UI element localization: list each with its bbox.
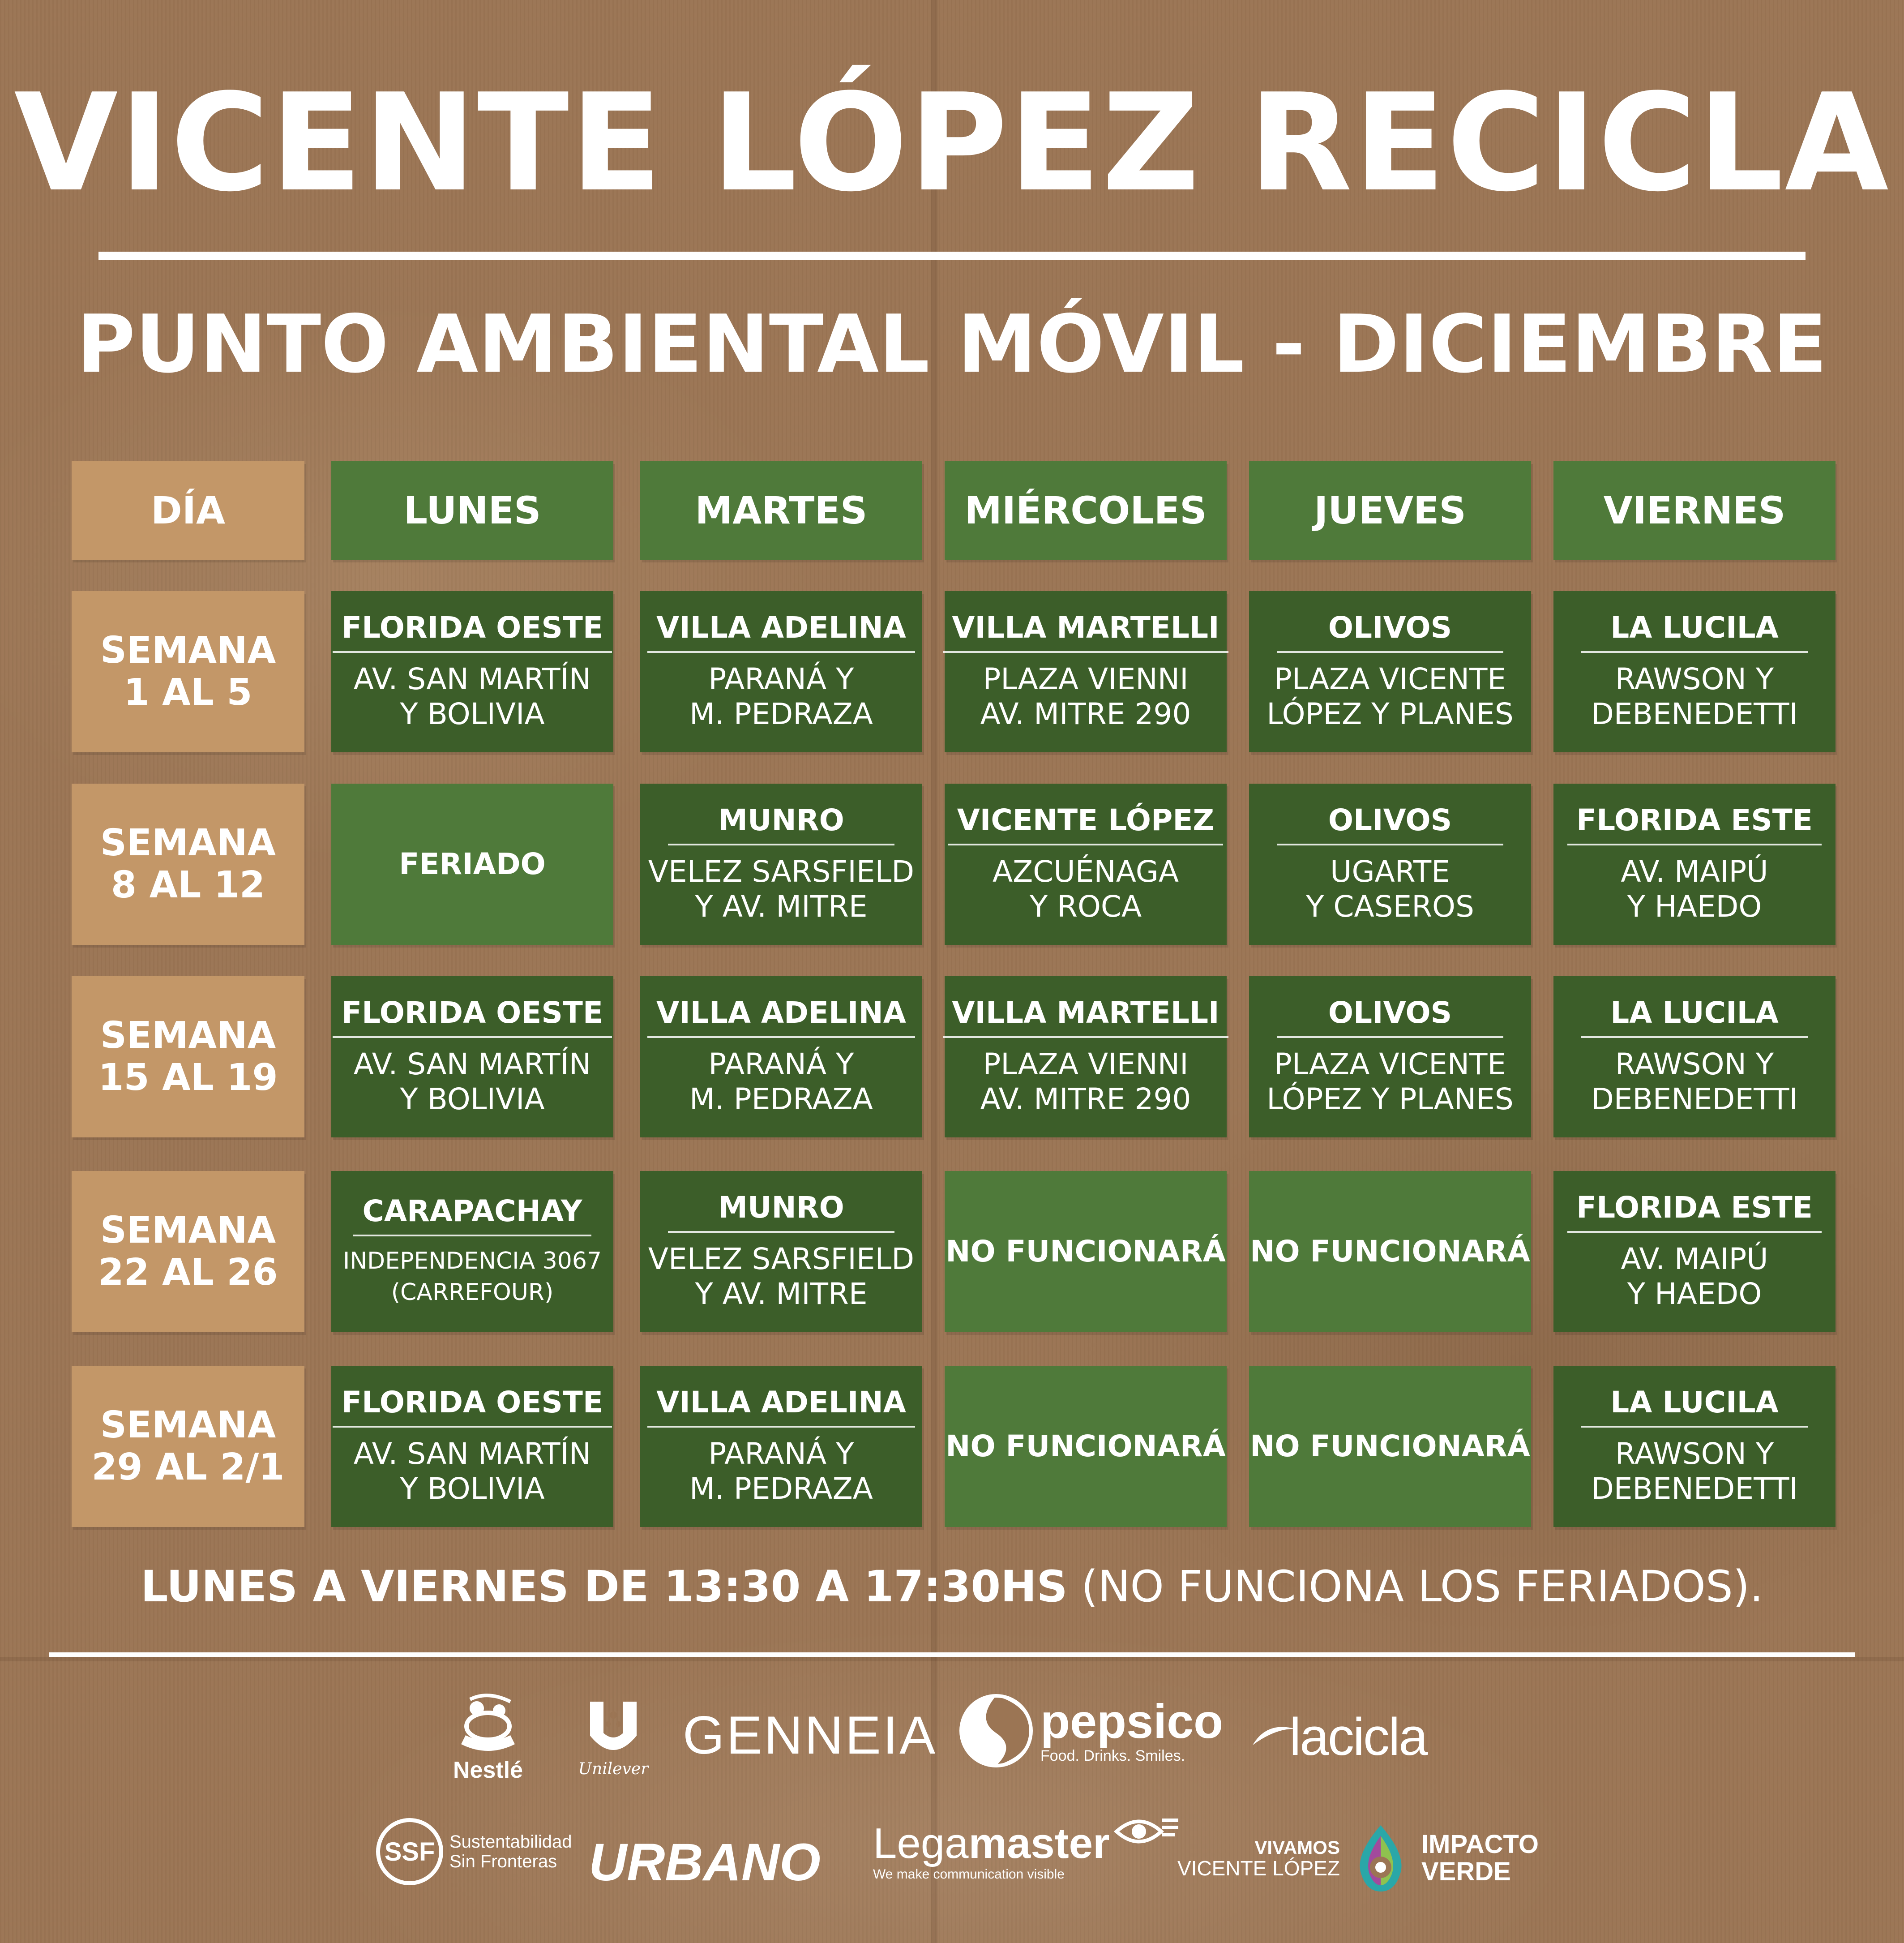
schedule-cell-status <box>331 784 613 945</box>
location-address-line: VELEZ SARSFIELD <box>648 1242 915 1277</box>
nestle-logo <box>443 1690 533 1784</box>
location-name: LA LUCILA <box>1581 612 1808 653</box>
location-address-line: Y AV. MITRE <box>695 1277 868 1312</box>
legamaster-wordmark-bold: master <box>968 1819 1110 1867</box>
location-address-line: PLAZA VIENNI <box>983 1047 1189 1082</box>
header-label: JUEVES <box>1314 489 1466 532</box>
status-label: FERIADO <box>399 846 546 881</box>
location-name: FLORIDA OESTE <box>333 612 612 653</box>
ssf-name-line: Sin Fronteras <box>449 1852 557 1871</box>
week-label-cell <box>72 1171 304 1332</box>
opening-hours-note: (NO FUNCIONA LOS FERIADOS). <box>1067 1561 1763 1612</box>
location-name: VILLA ADELINA <box>647 997 915 1038</box>
location-name: LA LUCILA <box>1581 997 1808 1038</box>
cardboard-seam <box>931 0 937 1943</box>
bird-nest-icon <box>443 1690 533 1758</box>
location-address-line: PARANÁ Y <box>708 662 854 697</box>
location-address-line: AV. SAN MARTÍN <box>353 1047 591 1082</box>
status-label: NO FUNCIONARÁ <box>1250 1428 1530 1463</box>
schedule-cell <box>945 976 1227 1137</box>
status-label: NO FUNCIONARÁ <box>1250 1234 1530 1269</box>
pepsico-wordmark: pepsico <box>1040 1694 1224 1748</box>
legamaster-wordmark-light: Lega <box>873 1819 969 1867</box>
location-address-line: LÓPEZ Y PLANES <box>1266 1082 1514 1117</box>
location-address-line: INDEPENDENCIA 3067 <box>342 1248 602 1275</box>
schedule-cell <box>640 591 922 752</box>
vivamos-line: VICENTE LÓPEZ <box>1177 1856 1340 1880</box>
location-address-line: PLAZA VICENTE <box>1274 662 1506 697</box>
location-address-line: RAWSON Y <box>1615 1437 1774 1471</box>
schedule-cell <box>640 784 922 945</box>
pepsico-tagline: Food. Drinks. Smiles. <box>1040 1747 1185 1764</box>
lacicla-wordmark: lacicla <box>1289 1707 1427 1767</box>
ssf-badge: SSF <box>376 1818 443 1885</box>
location-address-line: M. PEDRAZA <box>689 1082 873 1117</box>
location-name: FLORIDA OESTE <box>333 997 612 1038</box>
location-address-line: AV. SAN MARTÍN <box>353 662 591 697</box>
impacto-verde-line: VERDE <box>1421 1857 1511 1886</box>
location-address-line: M. PEDRAZA <box>689 697 873 732</box>
location-address-line: AV. MITRE 290 <box>980 697 1191 732</box>
eye-icon <box>1112 1811 1179 1852</box>
header-cell-jueves <box>1249 461 1531 560</box>
location-address-line: PLAZA VICENTE <box>1274 1047 1506 1082</box>
title-divider <box>98 252 1806 260</box>
opening-hours <box>0 1561 1904 1612</box>
location-name: FLORIDA ESTE <box>1567 1192 1822 1233</box>
location-address-line: Y AV. MITRE <box>695 889 868 924</box>
vivamos-line: VIVAMOS <box>1254 1836 1340 1858</box>
location-address-line: DEBENEDETTI <box>1591 1471 1798 1506</box>
ssf-logo <box>376 1818 572 1885</box>
location-address-line: Y BOLIVIA <box>400 1082 545 1117</box>
week-label-line: 29 AL 2/1 <box>91 1446 285 1488</box>
status-label: NO FUNCIONARÁ <box>946 1234 1226 1269</box>
unilever-logo <box>575 1697 651 1778</box>
location-address-line: PARANÁ Y <box>708 1437 854 1471</box>
week-label-cell <box>72 1366 304 1527</box>
pepsico-globe-icon <box>958 1693 1034 1769</box>
schedule-cell-status <box>1249 1366 1531 1527</box>
location-address-line: AZCUÉNAGA <box>992 854 1179 889</box>
week-label-cell <box>72 976 304 1137</box>
location-address-line: Y BOLIVIA <box>400 697 545 732</box>
footer-divider <box>49 1652 1855 1657</box>
header-label: MARTES <box>695 489 868 532</box>
week-label-line: 8 AL 12 <box>111 864 265 906</box>
schedule-cell <box>1249 976 1531 1137</box>
location-address-line: AV. SAN MARTÍN <box>353 1437 591 1471</box>
status-label: NO FUNCIONARÁ <box>946 1428 1226 1463</box>
header-cell-lunes <box>331 461 613 560</box>
location-address-line: LÓPEZ Y PLANES <box>1266 697 1514 732</box>
genneia-logo: GENNEIA <box>683 1705 937 1765</box>
header-label: DÍA <box>151 489 225 532</box>
schedule-cell <box>1553 1366 1836 1527</box>
location-name: VILLA ADELINA <box>647 612 915 653</box>
location-address-line: DEBENEDETTI <box>1591 697 1798 732</box>
location-address-line: (CARREFOUR) <box>391 1279 554 1306</box>
location-name: OLIVOS <box>1277 804 1503 846</box>
drop-icon <box>1347 1823 1414 1894</box>
header-label: LUNES <box>403 489 541 532</box>
location-address-line: AV. MAIPÚ <box>1621 854 1768 889</box>
header-label: VIERNES <box>1603 489 1786 532</box>
schedule-cell <box>1553 976 1836 1137</box>
schedule-cell <box>1553 1171 1836 1332</box>
unilever-u-icon <box>582 1697 645 1760</box>
schedule-cell <box>640 1366 922 1527</box>
week-label-line: SEMANA <box>100 1403 276 1446</box>
impacto-verde-line: IMPACTO <box>1421 1830 1539 1859</box>
location-name: MUNRO <box>668 804 894 846</box>
location-name: VILLA MARTELLI <box>943 612 1228 653</box>
location-address-line: PLAZA VIENNI <box>983 662 1189 697</box>
location-address-line: VELEZ SARSFIELD <box>648 854 915 889</box>
header-cell-viernes <box>1553 461 1836 560</box>
lacicla-logo <box>1249 1707 1427 1767</box>
location-name: VICENTE LÓPEZ <box>948 804 1224 846</box>
location-address-line: AV. MAIPÚ <box>1621 1242 1768 1277</box>
location-address-line: RAWSON Y <box>1615 662 1774 697</box>
week-label-cell <box>72 784 304 945</box>
header-label: MIÉRCOLES <box>964 489 1207 532</box>
location-name: OLIVOS <box>1277 997 1503 1038</box>
legamaster-tagline: We make communication visible <box>873 1867 1065 1882</box>
location-address-line: UGARTE <box>1330 854 1450 889</box>
schedule-cell <box>331 976 613 1137</box>
location-address-line: AV. MITRE 290 <box>980 1082 1191 1117</box>
schedule-cell <box>331 1171 613 1332</box>
urbano-logo: URBANO <box>589 1833 821 1892</box>
location-name: OLIVOS <box>1277 612 1503 653</box>
schedule-cell <box>331 591 613 752</box>
schedule-cell-status <box>945 1366 1227 1527</box>
location-address-line: DEBENEDETTI <box>1591 1082 1798 1117</box>
header-cell-martes <box>640 461 922 560</box>
location-name: MUNRO <box>668 1192 894 1233</box>
week-label-line: SEMANA <box>100 1014 276 1057</box>
location-name: VILLA ADELINA <box>647 1386 915 1428</box>
schedule-cell-status <box>945 1171 1227 1332</box>
location-address-line: RAWSON Y <box>1615 1047 1774 1082</box>
vivamos-impacto-verde-logo <box>1177 1823 1539 1894</box>
cardboard-seam <box>0 1657 1904 1661</box>
page-subtitle: PUNTO AMBIENTAL MÓVIL - DICIEMBRE <box>77 298 1827 390</box>
schedule-cell <box>331 1366 613 1527</box>
location-address-line: PARANÁ Y <box>708 1047 854 1082</box>
location-address-line: Y HAEDO <box>1627 889 1762 924</box>
location-address-line: Y HAEDO <box>1627 1277 1762 1312</box>
opening-hours-days: LUNES A VIERNES DE 13:30 A 17:30HS <box>141 1561 1068 1612</box>
legamaster-logo <box>873 1811 1179 1882</box>
schedule-cell <box>1553 784 1836 945</box>
location-address-line: Y CASEROS <box>1306 889 1474 924</box>
schedule-cell <box>945 784 1227 945</box>
page-title: VICENTE LÓPEZ RECICLA <box>14 65 1890 221</box>
week-label-line: SEMANA <box>100 629 276 672</box>
location-name: FLORIDA ESTE <box>1567 804 1822 846</box>
header-cell-dia <box>72 461 304 560</box>
week-label-cell <box>72 591 304 752</box>
week-label-line: SEMANA <box>100 1209 276 1252</box>
schedule-cell <box>640 976 922 1137</box>
week-label-line: 15 AL 19 <box>98 1056 278 1099</box>
location-address-line: Y ROCA <box>1029 889 1142 924</box>
location-name: VILLA MARTELLI <box>943 997 1228 1038</box>
header-cell-miercoles <box>945 461 1227 560</box>
schedule-cell <box>1553 591 1836 752</box>
nestle-wordmark: Nestlé <box>453 1757 523 1783</box>
location-address-line: M. PEDRAZA <box>689 1471 873 1506</box>
location-name: CARAPACHAY <box>353 1195 591 1237</box>
schedule-cell-status <box>1249 1171 1531 1332</box>
ssf-name-line: Sustentabilidad <box>449 1832 572 1852</box>
schedule-cell <box>640 1171 922 1332</box>
location-name: FLORIDA OESTE <box>333 1386 612 1428</box>
location-address-line: Y BOLIVIA <box>400 1471 545 1506</box>
schedule-cell <box>1249 591 1531 752</box>
week-label-line: 1 AL 5 <box>124 671 252 714</box>
schedule-cell <box>945 591 1227 752</box>
week-label-line: 22 AL 26 <box>98 1251 278 1294</box>
schedule-cell <box>1249 784 1531 945</box>
week-label-line: SEMANA <box>100 821 276 864</box>
location-name: LA LUCILA <box>1581 1386 1808 1428</box>
pepsico-logo <box>958 1693 1223 1769</box>
unilever-wordmark: Unilever <box>578 1760 649 1778</box>
